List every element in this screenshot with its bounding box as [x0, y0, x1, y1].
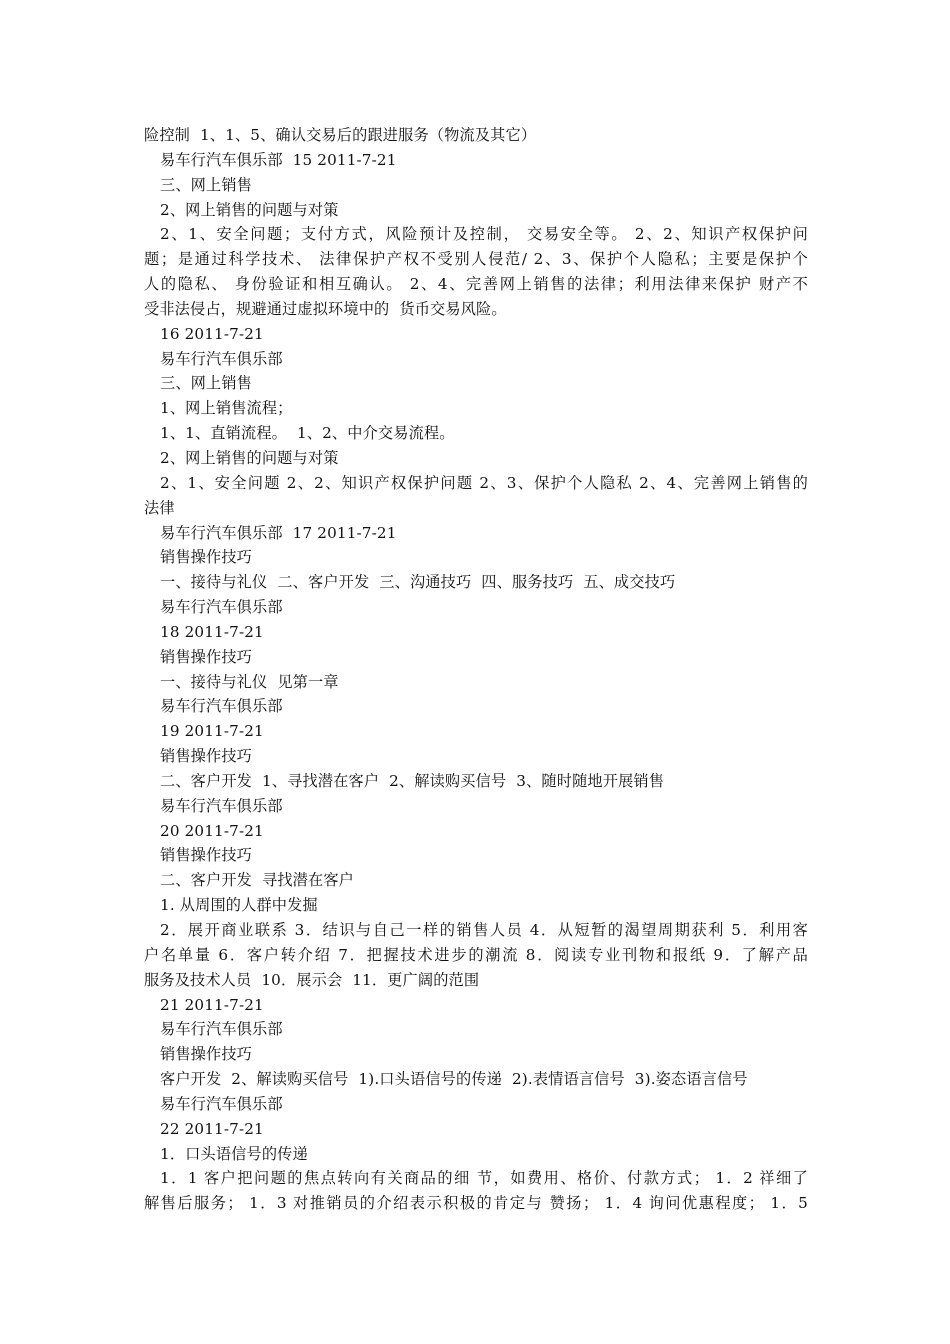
text-line: 销售操作技巧 — [160, 747, 253, 766]
text-line: 19 2011-7-21 — [160, 722, 264, 741]
text-line: 解售后服务； 1．3 对推销员的介绍表示积极的肯定与 赞扬； 1．4 询问优惠程度； 1．5 — [144, 1194, 808, 1213]
text-line: 易车行汽车俱乐部 — [160, 796, 283, 815]
text-line: 22 2011-7-21 — [160, 1119, 264, 1138]
text-line: 18 2011-7-21 — [160, 622, 264, 641]
text-line: 受非法侵占，规避通过虚拟环境中的 货币交易风险。 — [144, 299, 507, 318]
text-line: 销售操作技巧 — [160, 1045, 253, 1064]
text-line: 题；是通过科学技术、 法律保护产权不受别人侵范/ 2、3、保护个人隐私；主要是保护个 — [144, 250, 808, 269]
text-line: 一、接待与礼仪 见第一章 — [160, 672, 339, 691]
text-line: 易车行汽车俱乐部 — [160, 349, 283, 368]
text-line: 法律 — [144, 498, 175, 517]
text-line: 服务及技术人员 10．展示会 11．更广阔的范围 — [144, 970, 480, 989]
text-line: 2、1、安全问题 2、2、知识产权保护问题 2、3、保护个人隐私 2、4、完善网上销售的 — [160, 473, 808, 492]
text-line: 1. 从周围的人群中发掘 — [160, 896, 318, 915]
text-line: 一、接待与礼仪 二、客户开发 三、沟通技巧 四、服务技巧 五、成交技巧 — [160, 573, 676, 592]
text-line: 易车行汽车俱乐部 — [160, 1020, 283, 1039]
text-line: 2、网上销售的问题与对策 — [160, 448, 339, 467]
text-line: 2．展开商业联系 3．结识与自己一样的销售人员 4．从短暂的渴望周期获利 5．利用客 — [160, 921, 808, 939]
text-line: 人的隐私、 身份验证和相互确认。 2、4、完善网上销售的法律；利用法律来保护 财产不 — [144, 275, 808, 294]
text-line: 易车行汽车俱乐部 — [160, 697, 283, 716]
text-line: 二、客户开发 寻找潜在客户 — [160, 871, 355, 890]
text-line: 易车行汽车俱乐部 — [160, 1094, 283, 1113]
text-line: 2、网上销售的问题与对策 — [160, 200, 339, 219]
text-line: 销售操作技巧 — [160, 548, 253, 567]
text-line: 户名单量 6．客户转介绍 7．把握技术进步的潮流 8．阅读专业刊物和报纸 9．了解产品 — [144, 945, 808, 964]
text-line: 1、网上销售流程； — [160, 399, 293, 418]
text-line: 二、客户开发 1、寻找潜在客户 2、解读购买信号 3、随时随地开展销售 — [160, 771, 665, 790]
document-body — [144, 123, 808, 1216]
text-line: 易车行汽车俱乐部 17 2011-7-21 — [160, 523, 397, 542]
text-line: 易车行汽车俱乐部 — [160, 598, 283, 617]
text-line: 易车行汽车俱乐部 15 2011-7-21 — [160, 150, 397, 169]
text-line: 16 2011-7-21 — [160, 324, 264, 343]
text-line: 客户开发 2、解读购买信号 1).口头语信号的传递 2).表情语言信号 3).姿态语言信号 — [160, 1070, 748, 1089]
text-line: 21 2011-7-21 — [160, 995, 264, 1014]
text-line: 销售操作技巧 — [160, 647, 253, 666]
text-line: 1．口头语信号的传递 — [160, 1144, 308, 1163]
text-line: 三、网上销售 — [160, 175, 253, 194]
text-line: 销售操作技巧 — [160, 846, 253, 865]
text-line: 三、网上销售 — [160, 374, 253, 393]
text-line: 2、1、安全问题；支付方式，风险预计及控制， 交易安全等。 2、2、知识产权保护问 — [160, 225, 808, 244]
text-line: 1、1、直销流程。 1、2、中介交易流程。 — [160, 424, 455, 443]
text-line: 20 2011-7-21 — [160, 821, 264, 840]
text-line: 1．1 客户把问题的焦点转向有关商品的细 节，如费用、格价、付款方式； 1．2 祥细了 — [160, 1169, 808, 1188]
text-line: 险控制 1、1、5、确认交易后的跟进服务（物流及其它） — [144, 126, 537, 144]
